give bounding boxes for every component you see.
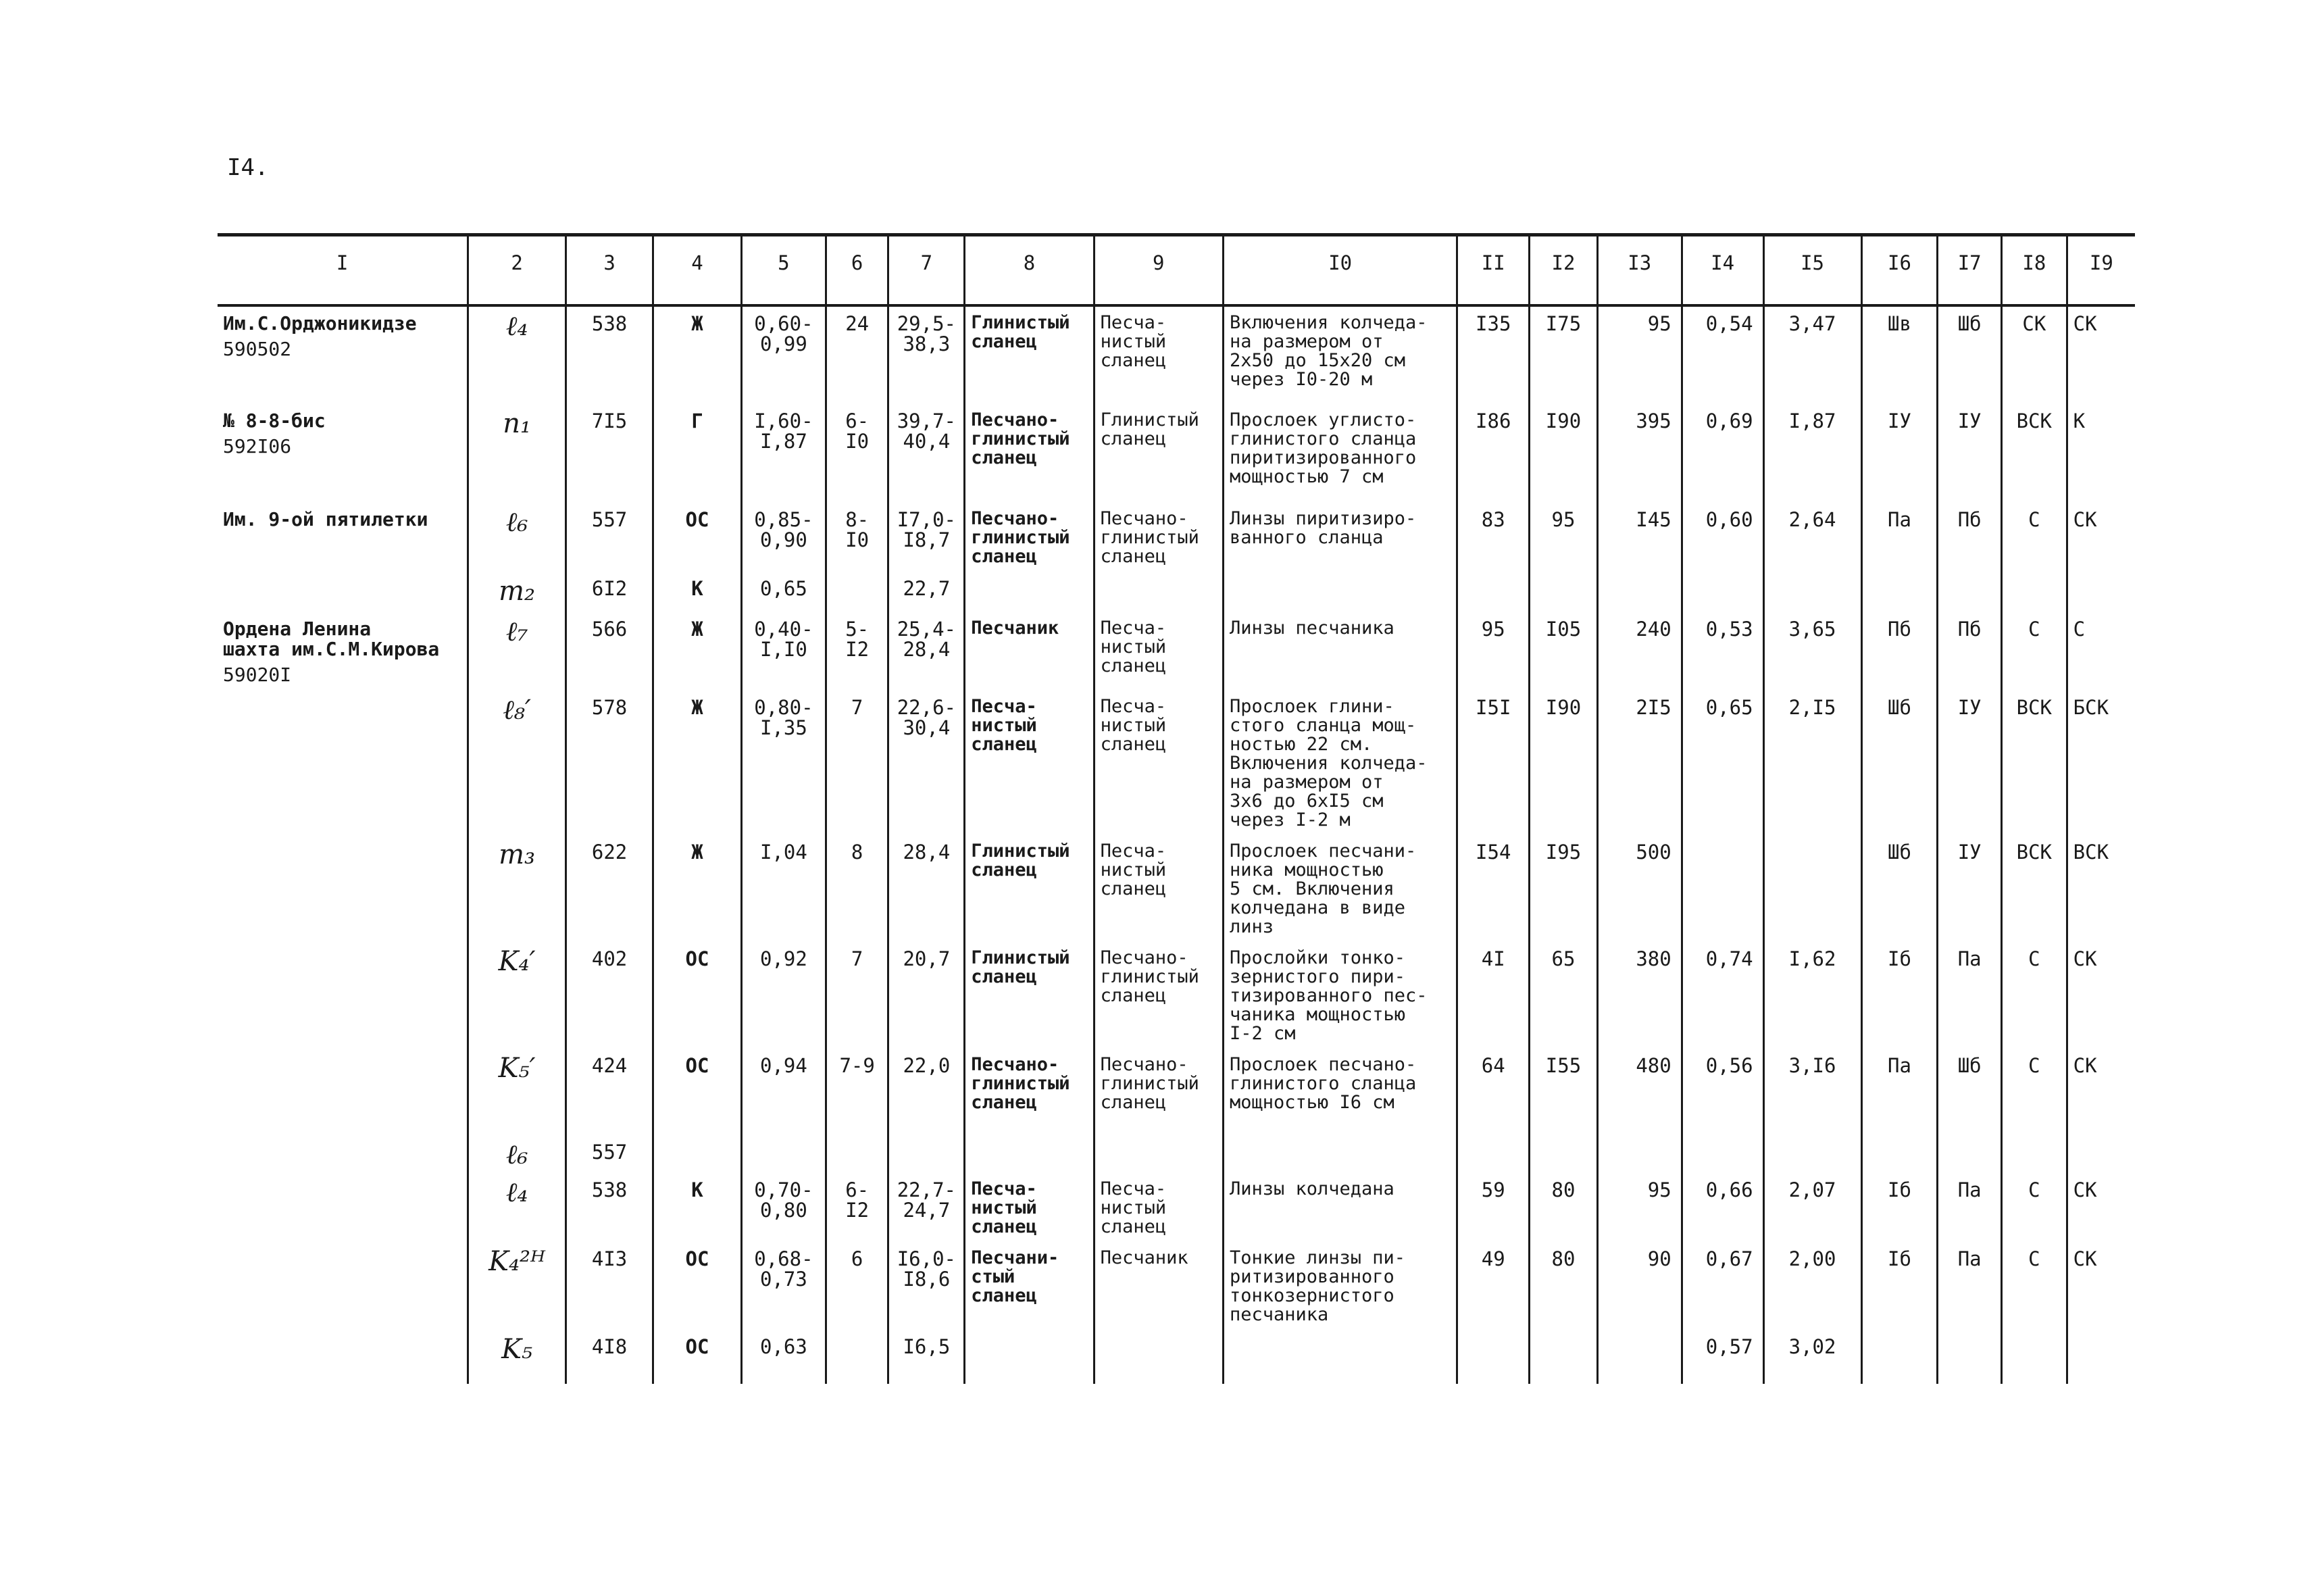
cell-col-5: 0,94 [741, 1049, 826, 1135]
cell-col-2: ℓ₄ [468, 305, 566, 404]
cell-col-7: 25,4- 28,4 [888, 612, 965, 691]
cell-col-18: ВСК [2002, 404, 2067, 503]
cell-col-3: 402 [566, 942, 653, 1049]
cell-col-12: I75 [1530, 305, 1598, 404]
cell-col-14 [1682, 572, 1763, 612]
cell-col-10: Тонкие линзы пи- ритизированного тонкозернистого песчаника [1223, 1242, 1457, 1330]
mine-code: 592I06 [223, 435, 292, 457]
table-row [218, 503, 2135, 572]
cell-col-8: Песчано- глинистый сланец [965, 503, 1094, 572]
cell-col-8: Глинистый сланец [965, 835, 1094, 942]
cell-col-19: С [2067, 612, 2135, 691]
cell-col-11: 4I [1457, 942, 1530, 1049]
cell-col-11: 59 [1457, 1173, 1530, 1242]
cell-col-15 [1763, 835, 1861, 942]
cell-col-6: 6- I0 [826, 404, 888, 503]
mine-name-cell [218, 942, 468, 1049]
cell-col-5: 0,68- 0,73 [741, 1242, 826, 1330]
cell-col-8 [965, 1330, 1094, 1384]
cell-col-13: 2I5 [1597, 691, 1682, 835]
column-header-17: I7 [1938, 235, 2002, 306]
cell-col-14: 0,65 [1682, 691, 1763, 835]
column-header-2: 2 [468, 235, 566, 306]
cell-col-2: n₁ [468, 404, 566, 503]
column-header-1: I [218, 235, 468, 306]
mine-name-cell [218, 1242, 468, 1330]
cell-col-10: Включения колчеда- на размером от 2х50 до 15х20 см через I0-20 м [1223, 305, 1457, 404]
cell-col-3: 4I8 [566, 1330, 653, 1384]
cell-col-18 [2002, 1330, 2067, 1384]
cell-col-11: I5I [1457, 691, 1530, 835]
cell-col-17 [1938, 572, 2002, 612]
cell-col-13 [1597, 572, 1682, 612]
cell-col-5 [741, 1135, 826, 1173]
cell-col-6 [826, 572, 888, 612]
cell-col-6 [826, 1135, 888, 1173]
cell-col-11 [1457, 1330, 1530, 1384]
cell-col-6: 5- I2 [826, 612, 888, 691]
cell-col-4: Ж [653, 691, 742, 835]
cell-col-4: К [653, 572, 742, 612]
cell-col-10 [1223, 1135, 1457, 1173]
cell-col-16: Шб [1861, 835, 1938, 942]
cell-col-11: I86 [1457, 404, 1530, 503]
mine-name-cell [218, 835, 468, 942]
column-header-13: I3 [1597, 235, 1682, 306]
cell-col-13: 90 [1597, 1242, 1682, 1330]
cell-col-18: ВСК [2002, 691, 2067, 835]
cell-col-6: 8 [826, 835, 888, 942]
cell-col-14: 0,57 [1682, 1330, 1763, 1384]
cell-col-2: K₄′ [468, 942, 566, 1049]
cell-col-7: 28,4 [888, 835, 965, 942]
cell-col-4: ОС [653, 503, 742, 572]
cell-col-6: 7 [826, 691, 888, 835]
cell-col-5: 0,40- I,I0 [741, 612, 826, 691]
cell-col-13: 380 [1597, 942, 1682, 1049]
cell-col-4: Ж [653, 835, 742, 942]
mine-seam-table [218, 233, 2135, 1384]
table-row [218, 1173, 2135, 1242]
cell-col-16: Шб [1861, 691, 1938, 835]
cell-col-5: I,60- I,87 [741, 404, 826, 503]
cell-col-9: Песча- нистый сланец [1094, 1173, 1223, 1242]
cell-col-9: Глинистый сланец [1094, 404, 1223, 503]
mine-name-cell [218, 1049, 468, 1135]
cell-col-16: Iб [1861, 1242, 1938, 1330]
cell-col-6: 6- I2 [826, 1173, 888, 1242]
cell-col-11: 95 [1457, 612, 1530, 691]
mine-name: Им. 9-ой пятилетки [223, 508, 428, 530]
cell-col-9: Песча- нистый сланец [1094, 305, 1223, 404]
mine-name-cell [218, 1135, 468, 1173]
cell-col-19 [2067, 1135, 2135, 1173]
cell-col-8 [965, 572, 1094, 612]
cell-col-10: Линзы пиритизиро- ванного сланца [1223, 503, 1457, 572]
cell-col-15: 3,02 [1763, 1330, 1861, 1384]
cell-col-3: 7I5 [566, 404, 653, 503]
cell-col-16: Па [1861, 1049, 1938, 1135]
cell-col-9 [1094, 1135, 1223, 1173]
cell-col-13: 240 [1597, 612, 1682, 691]
cell-col-9: Песча- нистый сланец [1094, 612, 1223, 691]
cell-col-19 [2067, 1330, 2135, 1384]
cell-col-4: К [653, 1173, 742, 1242]
mine-name-cell [218, 1173, 468, 1242]
column-header-4: 4 [653, 235, 742, 306]
table-row [218, 572, 2135, 612]
cell-col-16: Па [1861, 503, 1938, 572]
column-header-16: I6 [1861, 235, 1938, 306]
cell-col-15: I,62 [1763, 942, 1861, 1049]
cell-col-12: 65 [1530, 942, 1598, 1049]
cell-col-11: 64 [1457, 1049, 1530, 1135]
cell-col-10: Прослоек песчано- глинистого сланца мощностью I6 см [1223, 1049, 1457, 1135]
column-header-15: I5 [1763, 235, 1861, 306]
cell-col-8: Песчаник [965, 612, 1094, 691]
cell-col-4: Ж [653, 305, 742, 404]
cell-col-6: 6 [826, 1242, 888, 1330]
cell-col-19: К [2067, 404, 2135, 503]
table-row [218, 1049, 2135, 1135]
cell-col-2: ℓ₇ [468, 612, 566, 691]
table-row [218, 305, 2135, 404]
cell-col-10: Прослоек песчани- ника мощностью 5 см. Включения колчедана в виде линз [1223, 835, 1457, 942]
cell-col-15: 2,I5 [1763, 691, 1861, 835]
cell-col-3: 538 [566, 1173, 653, 1242]
cell-col-13 [1597, 1135, 1682, 1173]
cell-col-12: 80 [1530, 1242, 1598, 1330]
table-row [218, 404, 2135, 503]
cell-col-18 [2002, 1135, 2067, 1173]
table-row [218, 691, 2135, 835]
cell-col-14 [1682, 835, 1763, 942]
cell-col-2: ℓ₆ [468, 1135, 566, 1173]
cell-col-19: БСК [2067, 691, 2135, 835]
cell-col-3: 557 [566, 1135, 653, 1173]
column-header-9: 9 [1094, 235, 1223, 306]
cell-col-19 [2067, 572, 2135, 612]
table-row [218, 942, 2135, 1049]
cell-col-10: Линзы песчаника [1223, 612, 1457, 691]
cell-col-13: 395 [1597, 404, 1682, 503]
cell-col-15: 3,65 [1763, 612, 1861, 691]
cell-col-18 [2002, 572, 2067, 612]
header-row [218, 235, 2135, 306]
cell-col-15: I,87 [1763, 404, 1861, 503]
cell-col-12: 80 [1530, 1173, 1598, 1242]
cell-col-12 [1530, 1330, 1598, 1384]
cell-col-3: 6I2 [566, 572, 653, 612]
cell-col-12: I05 [1530, 612, 1598, 691]
cell-col-9: Песча- нистый сланец [1094, 691, 1223, 835]
mine-name-cell [218, 572, 468, 612]
cell-col-8: Песча- нистый сланец [965, 691, 1094, 835]
cell-col-14: 0,54 [1682, 305, 1763, 404]
cell-col-8: Глинистый сланец [965, 305, 1094, 404]
cell-col-18: СК [2002, 305, 2067, 404]
column-header-19: I9 [2067, 235, 2135, 306]
cell-col-15: 2,64 [1763, 503, 1861, 572]
cell-col-11 [1457, 1135, 1530, 1173]
cell-col-7: I6,0- I8,6 [888, 1242, 965, 1330]
mine-name-cell [218, 691, 468, 835]
cell-col-6 [826, 1330, 888, 1384]
cell-col-8: Песча- нистый сланец [965, 1173, 1094, 1242]
cell-col-12: I55 [1530, 1049, 1598, 1135]
cell-col-17: Па [1938, 1173, 2002, 1242]
cell-col-9: Песчаник [1094, 1242, 1223, 1330]
cell-col-6: 7 [826, 942, 888, 1049]
cell-col-17 [1938, 1330, 2002, 1384]
cell-col-19: СК [2067, 1173, 2135, 1242]
cell-col-5: I,04 [741, 835, 826, 942]
cell-col-10: Линзы колчедана [1223, 1173, 1457, 1242]
cell-col-16: IУ [1861, 404, 1938, 503]
cell-col-19: СК [2067, 1242, 2135, 1330]
cell-col-18: С [2002, 1242, 2067, 1330]
cell-col-19: СК [2067, 1049, 2135, 1135]
column-header-3: 3 [566, 235, 653, 306]
table-row [218, 1242, 2135, 1330]
cell-col-9: Песчано- глинистый сланец [1094, 1049, 1223, 1135]
cell-col-2: K₄²ᴴ [468, 1242, 566, 1330]
cell-col-16 [1861, 1330, 1938, 1384]
cell-col-10: Прослойки тонко- зернистого пири- тизированного пес- чаника мощностью I-2 см [1223, 942, 1457, 1049]
cell-col-7: 22,0 [888, 1049, 965, 1135]
cell-col-6: 8- I0 [826, 503, 888, 572]
cell-col-5: 0,70- 0,80 [741, 1173, 826, 1242]
cell-col-17: IУ [1938, 691, 2002, 835]
cell-col-15 [1763, 1135, 1861, 1173]
cell-col-12: 95 [1530, 503, 1598, 572]
cell-col-16: Iб [1861, 942, 1938, 1049]
cell-col-7: 22,7 [888, 572, 965, 612]
cell-col-2: ℓ₈′ [468, 691, 566, 835]
cell-col-19: СК [2067, 942, 2135, 1049]
cell-col-2: m₃ [468, 835, 566, 942]
cell-col-7 [888, 1135, 965, 1173]
cell-col-10: Прослоек углисто- глинистого сланца пиритизированного мощностью 7 см [1223, 404, 1457, 503]
cell-col-14 [1682, 1135, 1763, 1173]
cell-col-7: I6,5 [888, 1330, 965, 1384]
cell-col-3: 557 [566, 503, 653, 572]
cell-col-14: 0,66 [1682, 1173, 1763, 1242]
column-header-11: II [1457, 235, 1530, 306]
cell-col-13: 95 [1597, 1173, 1682, 1242]
cell-col-18: С [2002, 612, 2067, 691]
cell-col-14: 0,67 [1682, 1242, 1763, 1330]
cell-col-8: Глинистый сланец [965, 942, 1094, 1049]
mine-name-cell [218, 404, 468, 503]
column-header-6: 6 [826, 235, 888, 306]
cell-col-11: 83 [1457, 503, 1530, 572]
cell-col-16 [1861, 572, 1938, 612]
cell-col-2: K₅′ [468, 1049, 566, 1135]
cell-col-12: I90 [1530, 691, 1598, 835]
cell-col-18: С [2002, 1049, 2067, 1135]
cell-col-18: ВСК [2002, 835, 2067, 942]
cell-col-8 [965, 1135, 1094, 1173]
cell-col-2: m₂ [468, 572, 566, 612]
cell-col-11 [1457, 572, 1530, 612]
cell-col-15 [1763, 572, 1861, 612]
cell-col-18: С [2002, 503, 2067, 572]
cell-col-7: 29,5- 38,3 [888, 305, 965, 404]
table-row [218, 1135, 2135, 1173]
cell-col-17: Шб [1938, 305, 2002, 404]
cell-col-4: ОС [653, 1330, 742, 1384]
cell-col-5: 0,63 [741, 1330, 826, 1384]
cell-col-12: I95 [1530, 835, 1598, 942]
cell-col-3: 566 [566, 612, 653, 691]
cell-col-11: I35 [1457, 305, 1530, 404]
mine-name: Им.С.Орджоникидзе [223, 312, 417, 334]
cell-col-13: I45 [1597, 503, 1682, 572]
column-header-18: I8 [2002, 235, 2067, 306]
mine-name: № 8-8-бис [223, 409, 326, 432]
cell-col-5: 0,60- 0,99 [741, 305, 826, 404]
mine-name-cell [218, 1330, 468, 1384]
cell-col-6: 7-9 [826, 1049, 888, 1135]
cell-col-9: Песча- нистый сланец [1094, 835, 1223, 942]
mine-name-cell [218, 612, 468, 691]
mine-name-cell [218, 503, 468, 572]
cell-col-2: ℓ₄ [468, 1173, 566, 1242]
cell-col-14: 0,53 [1682, 612, 1763, 691]
cell-col-4: ОС [653, 1049, 742, 1135]
cell-col-7: 22,6- 30,4 [888, 691, 965, 835]
column-header-14: I4 [1682, 235, 1763, 306]
cell-col-13: 95 [1597, 305, 1682, 404]
mine-name: Ордена Ленина шахта им.С.М.Кирова [223, 618, 440, 660]
cell-col-7: 22,7- 24,7 [888, 1173, 965, 1242]
cell-col-16: Пб [1861, 612, 1938, 691]
cell-col-13: 500 [1597, 835, 1682, 942]
cell-col-10 [1223, 1330, 1457, 1384]
cell-col-9 [1094, 572, 1223, 612]
cell-col-11: 49 [1457, 1242, 1530, 1330]
column-header-7: 7 [888, 235, 965, 306]
cell-col-16: Iб [1861, 1173, 1938, 1242]
cell-col-15: 2,00 [1763, 1242, 1861, 1330]
cell-col-14: 0,74 [1682, 942, 1763, 1049]
table-row [218, 1330, 2135, 1384]
column-header-8: 8 [965, 235, 1094, 306]
column-header-5: 5 [741, 235, 826, 306]
cell-col-3: 4I3 [566, 1242, 653, 1330]
cell-col-14: 0,56 [1682, 1049, 1763, 1135]
cell-col-17 [1938, 1135, 2002, 1173]
cell-col-12 [1530, 572, 1598, 612]
cell-col-13: 480 [1597, 1049, 1682, 1135]
cell-col-12 [1530, 1135, 1598, 1173]
cell-col-5: 0,92 [741, 942, 826, 1049]
cell-col-17: Шб [1938, 1049, 2002, 1135]
table-body [218, 305, 2135, 1384]
cell-col-4: Ж [653, 612, 742, 691]
cell-col-10 [1223, 572, 1457, 612]
mine-name-cell [218, 305, 468, 404]
cell-col-19: СК [2067, 305, 2135, 404]
cell-col-5: 0,85- 0,90 [741, 503, 826, 572]
cell-col-19: ВСК [2067, 835, 2135, 942]
cell-col-3: 538 [566, 305, 653, 404]
cell-col-5: 0,80- I,35 [741, 691, 826, 835]
mine-code: 590502 [223, 338, 292, 360]
cell-col-7: 20,7 [888, 942, 965, 1049]
table-row [218, 612, 2135, 691]
cell-col-4: ОС [653, 1242, 742, 1330]
cell-col-18: С [2002, 1173, 2067, 1242]
cell-col-5: 0,65 [741, 572, 826, 612]
cell-col-11: I54 [1457, 835, 1530, 942]
page-number: I4. [227, 154, 269, 181]
cell-col-3: 578 [566, 691, 653, 835]
cell-col-4 [653, 1135, 742, 1173]
cell-col-7: 39,7- 40,4 [888, 404, 965, 503]
cell-col-19: СК [2067, 503, 2135, 572]
cell-col-15: 3,47 [1763, 305, 1861, 404]
cell-col-17: Пб [1938, 612, 2002, 691]
cell-col-7: I7,0- I8,7 [888, 503, 965, 572]
cell-col-18: С [2002, 942, 2067, 1049]
cell-col-3: 424 [566, 1049, 653, 1135]
cell-col-17: IУ [1938, 404, 2002, 503]
cell-col-4: ОС [653, 942, 742, 1049]
cell-col-4: Г [653, 404, 742, 503]
cell-col-16 [1861, 1135, 1938, 1173]
column-header-10: I0 [1223, 235, 1457, 306]
table-row [218, 835, 2135, 942]
cell-col-8: Песчано- глинистый сланец [965, 1049, 1094, 1135]
cell-col-10: Прослоек глини- стого сланца мощ- ностью 22 см. Включения колчеда- на размером от 3х6 до 6хI5 см через I-2 м [1223, 691, 1457, 835]
cell-col-14: 0,60 [1682, 503, 1763, 572]
cell-col-8: Песчано- глинистый сланец [965, 404, 1094, 503]
cell-col-12: I90 [1530, 404, 1598, 503]
cell-col-9 [1094, 1330, 1223, 1384]
cell-col-8: Песчани- стый сланец [965, 1242, 1094, 1330]
column-header-12: I2 [1530, 235, 1598, 306]
cell-col-3: 622 [566, 835, 653, 942]
cell-col-17: Па [1938, 1242, 2002, 1330]
cell-col-17: Пб [1938, 503, 2002, 572]
cell-col-9: Песчано- глинистый сланец [1094, 942, 1223, 1049]
cell-col-9: Песчано- глинистый сланец [1094, 503, 1223, 572]
cell-col-6: 24 [826, 305, 888, 404]
mine-code: 59020I [223, 664, 292, 686]
cell-col-13 [1597, 1330, 1682, 1384]
cell-col-17: IУ [1938, 835, 2002, 942]
cell-col-17: Па [1938, 942, 2002, 1049]
cell-col-16: Шв [1861, 305, 1938, 404]
cell-col-15: 2,07 [1763, 1173, 1861, 1242]
cell-col-2: ℓ₆ [468, 503, 566, 572]
cell-col-2: K₅ [468, 1330, 566, 1384]
cell-col-15: 3,I6 [1763, 1049, 1861, 1135]
cell-col-14: 0,69 [1682, 404, 1763, 503]
